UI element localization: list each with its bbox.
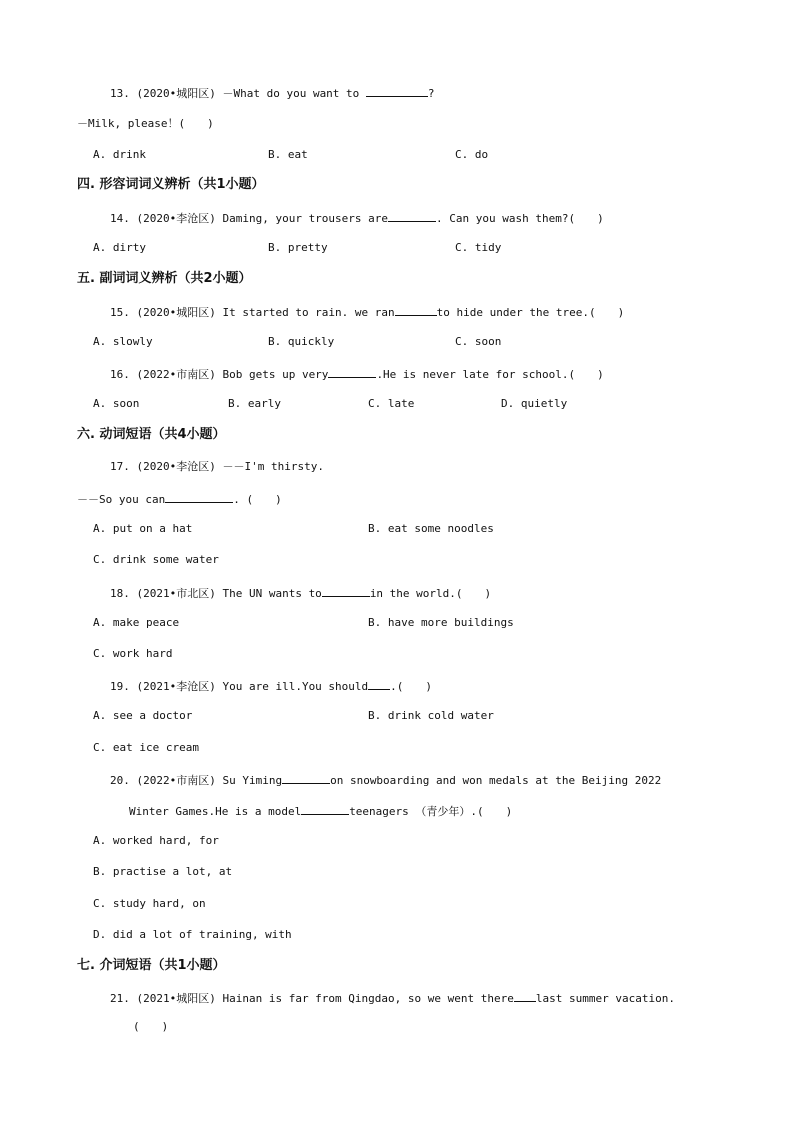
question-20-line2b: teenagers （青少年）.( ) xyxy=(349,805,513,818)
question-21-line2: ( ) xyxy=(133,1020,169,1033)
section-heading: 六. 动词短语（共4小题） xyxy=(77,427,226,442)
question-20-mid: on snowboarding and won medals at the Beijing 2022 xyxy=(330,774,662,787)
option-c[interactable]: C. do xyxy=(455,148,489,161)
answer-blank[interactable] xyxy=(514,989,536,1002)
answer-blank[interactable] xyxy=(388,209,436,222)
option-b[interactable]: B. eat xyxy=(268,148,308,161)
question-18-end: in the world.( ) xyxy=(369,587,492,600)
option-b[interactable]: B. practise a lot, at xyxy=(93,865,233,878)
option-c[interactable]: C. drink some water xyxy=(93,553,219,566)
answer-blank[interactable] xyxy=(282,771,330,784)
option-a[interactable]: A. slowly xyxy=(93,335,153,348)
question-21-end: last summer vacation. xyxy=(535,992,675,1005)
section-heading: 四. 形容词词义辨析（共1小题） xyxy=(77,177,265,192)
question-15-end: to hide under the tree.( ) xyxy=(436,306,625,319)
question-20-line2a: Winter Games.He is a model xyxy=(129,805,302,818)
answer-blank[interactable] xyxy=(165,490,233,503)
question-20-stem: 20. (2022•市南区) Su Yiming xyxy=(110,774,283,787)
question-15 xyxy=(110,303,624,321)
question-19 xyxy=(110,677,432,695)
option-a[interactable]: A. soon xyxy=(93,397,140,410)
answer-blank[interactable] xyxy=(322,584,370,597)
answer-blank[interactable] xyxy=(301,802,349,815)
option-c[interactable]: C. tidy xyxy=(455,241,502,254)
question-19-end: .( ) xyxy=(390,680,433,693)
question-21-stem: 21. (2021•城阳区) Hainan is far from Qingdao, so we went there xyxy=(110,992,514,1005)
question-14-stem: 14. (2020•李沧区) Daming, your trousers are xyxy=(110,212,389,225)
question-13-end: ? xyxy=(427,87,435,100)
answer-blank[interactable] xyxy=(368,677,390,690)
section-heading: 五. 副词词义辨析（共2小题） xyxy=(77,271,252,286)
option-b[interactable]: B. early xyxy=(228,397,281,410)
question-15-stem: 15. (2020•城阳区) It started to rain. we ran xyxy=(110,306,395,319)
option-a[interactable]: A. put on a hat xyxy=(93,522,193,535)
option-b[interactable]: B. drink cold water xyxy=(368,709,494,722)
option-b[interactable]: B. quickly xyxy=(268,335,335,348)
answer-blank[interactable] xyxy=(366,84,428,97)
option-a[interactable]: A. worked hard, for xyxy=(93,834,219,847)
answer-blank[interactable] xyxy=(395,303,437,316)
option-c[interactable]: C. late xyxy=(368,397,415,410)
question-21 xyxy=(110,989,675,1007)
question-13-stem: 13. (2020•城阳区) －What do you want to xyxy=(110,87,366,100)
option-c[interactable]: C. eat ice cream xyxy=(93,741,199,754)
option-c[interactable]: C. work hard xyxy=(93,647,173,660)
option-b[interactable]: B. pretty xyxy=(268,241,328,254)
question-17-reply-text: －－So you can xyxy=(77,493,166,506)
option-a[interactable]: A. see a doctor xyxy=(93,709,193,722)
question-20 xyxy=(110,771,661,789)
option-b[interactable]: B. have more buildings xyxy=(368,616,514,629)
question-16-end: .He is never late for school.( ) xyxy=(376,368,604,381)
section-heading: 七. 介词短语（共1小题） xyxy=(77,958,226,973)
question-18-stem: 18. (2021•市北区) The UN wants to xyxy=(110,587,322,600)
question-13 xyxy=(110,84,435,102)
question-19-stem: 19. (2021•李沧区) You are ill.You should xyxy=(110,680,369,693)
option-c[interactable]: C. study hard, on xyxy=(93,897,206,910)
question-17-end: . ( ) xyxy=(233,493,282,506)
option-a[interactable]: A. dirty xyxy=(93,241,146,254)
option-b[interactable]: B. eat some noodles xyxy=(368,522,494,535)
option-c[interactable]: C. soon xyxy=(455,335,502,348)
answer-blank[interactable] xyxy=(328,365,376,378)
question-14 xyxy=(110,209,604,227)
option-d[interactable]: D. did a lot of training, with xyxy=(93,928,292,941)
question-17-reply xyxy=(77,490,282,508)
option-d[interactable]: D. quietly xyxy=(501,397,568,410)
question-14-end: . Can you wash them?( ) xyxy=(436,212,604,225)
question-20-line2 xyxy=(129,802,512,820)
question-13-reply: －Milk, please！( ) xyxy=(77,117,214,130)
option-a[interactable]: A. make peace xyxy=(93,616,180,629)
option-a[interactable]: A. drink xyxy=(93,148,146,161)
question-16 xyxy=(110,365,604,383)
question-18 xyxy=(110,584,491,602)
question-17-stem: 17. (2020•李沧区) －－I'm thirsty. xyxy=(110,460,324,473)
question-16-stem: 16. (2022•市南区) Bob gets up very xyxy=(110,368,329,381)
